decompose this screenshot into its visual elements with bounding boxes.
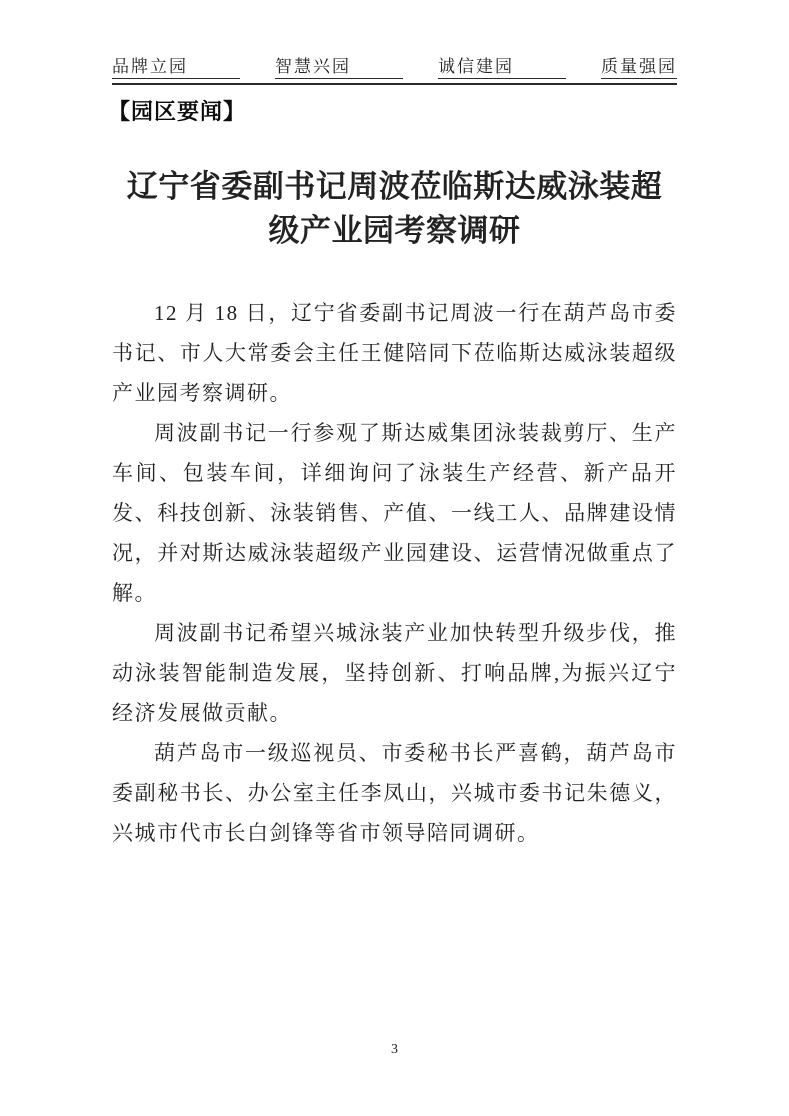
article-paragraph-1: 12 月 18 日，辽宁省委副书记周波一行在葫芦岛市委书记、市人大常委会主任王健陪同下莅临斯达威泳装超级产业园考察调研。 (112, 301, 677, 405)
section-label: 【园区要闻】 (108, 99, 247, 124)
page-header (112, 56, 677, 85)
header-slogan-1: 品牌立园 (112, 56, 240, 79)
article-paragraph-4: 葫芦岛市一级巡视员、市委秘书长严喜鹤，葫芦岛市委副秘书长、办公室主任李凤山，兴城市委书记朱德义，兴城市代市长白剑锋等省市领导陪同调研。 (112, 741, 677, 845)
page-number: 3 (391, 1042, 398, 1057)
header-slogan-4: 质量强园 (601, 56, 677, 79)
article-paragraph-3: 周波副书记希望兴城泳装产业加快转型升级步伐，推动泳装智能制造发展，坚持创新、打响品牌,为振兴辽宁经济发展做贡献。 (112, 621, 677, 725)
article-body (112, 293, 677, 853)
article-paragraph-2: 周波副书记一行参观了斯达威集团泳装裁剪厅、生产车间、包装车间，详细询问了泳装生产经营、新产品开发、科技创新、泳装销售、产值、一线工人、品牌建设情况，并对斯达威泳装超级产业园建设、运营情况做重点了解。 (112, 421, 677, 605)
article-title: 辽宁省委副书记周波莅临斯达威泳装超级产业园考察调研 (126, 169, 663, 248)
header-slogan-3: 诚信建园 (438, 56, 566, 79)
header-slogan-2: 智慧兴园 (275, 56, 403, 79)
